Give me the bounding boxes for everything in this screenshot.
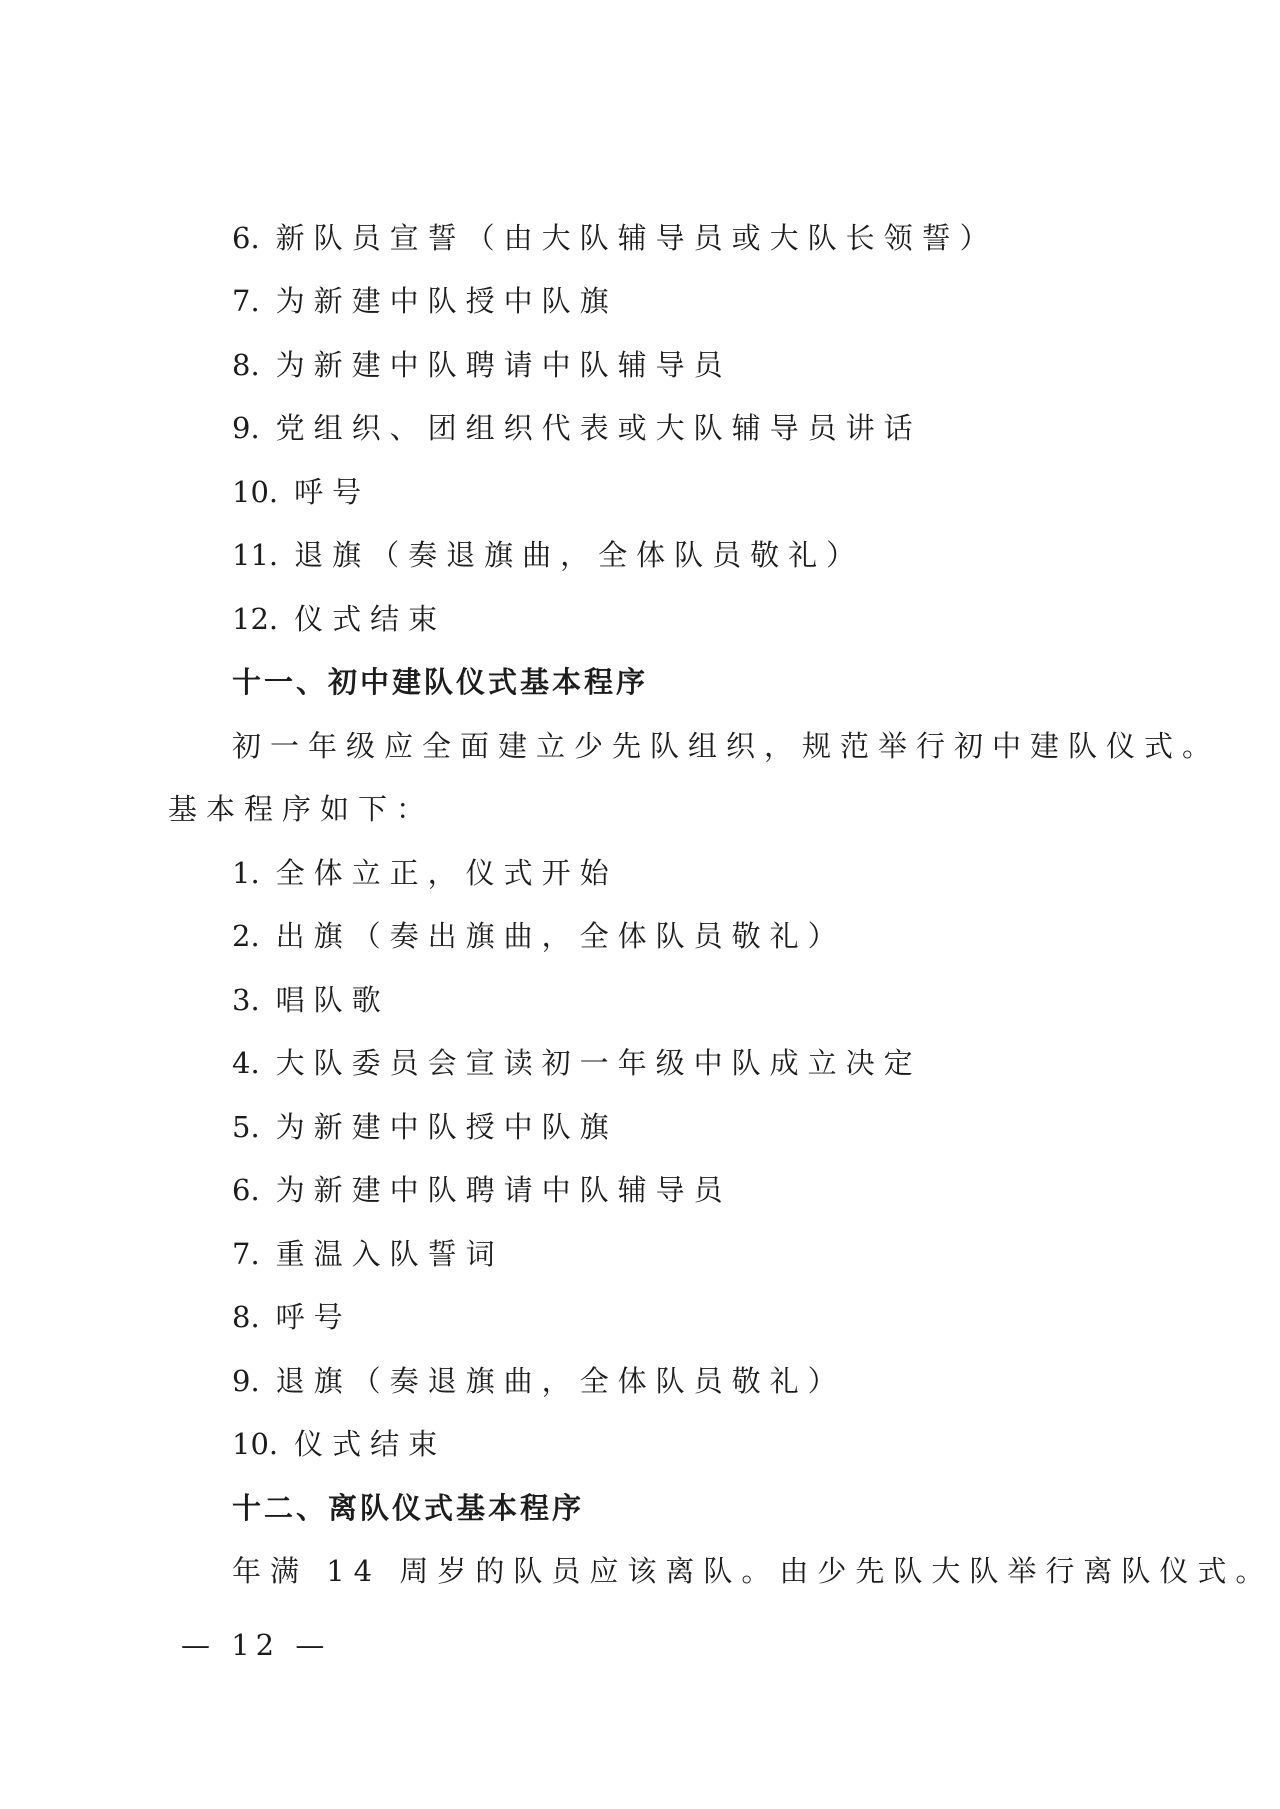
list-item bbox=[232, 916, 846, 956]
item-text: 出旗（奏出旗曲，全体队员敬礼） bbox=[275, 919, 846, 953]
item-number: 8. bbox=[232, 348, 260, 382]
item-text: 呼号 bbox=[275, 1300, 352, 1334]
list-item bbox=[232, 281, 618, 321]
list-item bbox=[232, 535, 864, 575]
item-text: 为新建中队聘请中队辅导员 bbox=[275, 348, 732, 382]
item-text: 唱队歌 bbox=[275, 983, 390, 1017]
item-text: 全体立正，仪式开始 bbox=[275, 856, 618, 890]
list-item bbox=[232, 1107, 618, 1147]
item-text: 为新建中队授中队旗 bbox=[275, 1110, 618, 1144]
item-number: 7. bbox=[232, 284, 260, 318]
page-number: — 12 — bbox=[181, 1628, 331, 1662]
item-text: 大队委员会宣读初一年级中队成立决定 bbox=[275, 1046, 922, 1080]
item-number: 9. bbox=[232, 1364, 260, 1398]
item-number: 10. bbox=[232, 475, 279, 509]
section-heading: 十一、初中建队仪式基本程序 bbox=[232, 665, 649, 699]
list-item bbox=[232, 599, 446, 639]
list-item bbox=[232, 408, 922, 448]
list-item bbox=[232, 218, 998, 258]
section-heading: 十二、离队仪式基本程序 bbox=[232, 1491, 585, 1525]
list-item bbox=[232, 853, 618, 893]
item-number: 4. bbox=[232, 1046, 260, 1080]
item-number: 11. bbox=[232, 538, 279, 572]
paragraph-line: 初一年级应全面建立少先队组织，规范举行初中建队仪式。 bbox=[232, 729, 1221, 763]
list-item bbox=[232, 472, 370, 512]
item-text: 为新建中队聘请中队辅导员 bbox=[275, 1173, 732, 1207]
item-number: 6. bbox=[232, 221, 260, 255]
item-number: 3. bbox=[232, 983, 260, 1017]
item-text: 党组织、团组织代表或大队辅导员讲话 bbox=[275, 411, 922, 445]
list-item bbox=[232, 1297, 352, 1337]
item-text: 仪式结束 bbox=[294, 602, 447, 636]
item-number: 2. bbox=[232, 919, 260, 953]
item-text: 新队员宣誓（由大队辅导员或大队长领誓） bbox=[275, 221, 998, 255]
item-text: 退旗（奏退旗曲，全体队员敬礼） bbox=[294, 538, 865, 572]
item-text: 为新建中队授中队旗 bbox=[275, 284, 618, 318]
item-number: 5. bbox=[232, 1110, 260, 1144]
item-number: 9. bbox=[232, 411, 260, 445]
item-number: 10. bbox=[232, 1427, 279, 1461]
list-item bbox=[232, 1361, 846, 1401]
item-number: 6. bbox=[232, 1173, 260, 1207]
list-item bbox=[232, 1043, 922, 1083]
item-number: 8. bbox=[232, 1300, 260, 1334]
list-item bbox=[232, 1234, 504, 1274]
list-item bbox=[232, 980, 390, 1020]
list-item bbox=[232, 1424, 446, 1464]
item-text: 呼号 bbox=[294, 475, 371, 509]
paragraph-line: 基本程序如下： bbox=[168, 792, 435, 826]
item-number: 1. bbox=[232, 856, 260, 890]
item-text: 仪式结束 bbox=[294, 1427, 447, 1461]
item-number: 12. bbox=[232, 602, 279, 636]
item-number: 7. bbox=[232, 1237, 260, 1271]
paragraph-line: 年满 14 周岁的队员应该离队。由少先队大队举行离队仪式。 bbox=[232, 1554, 1274, 1588]
list-item bbox=[232, 1170, 732, 1210]
list-item bbox=[232, 345, 732, 385]
item-text: 重温入队誓词 bbox=[275, 1237, 504, 1271]
item-text: 退旗（奏退旗曲，全体队员敬礼） bbox=[275, 1364, 846, 1398]
